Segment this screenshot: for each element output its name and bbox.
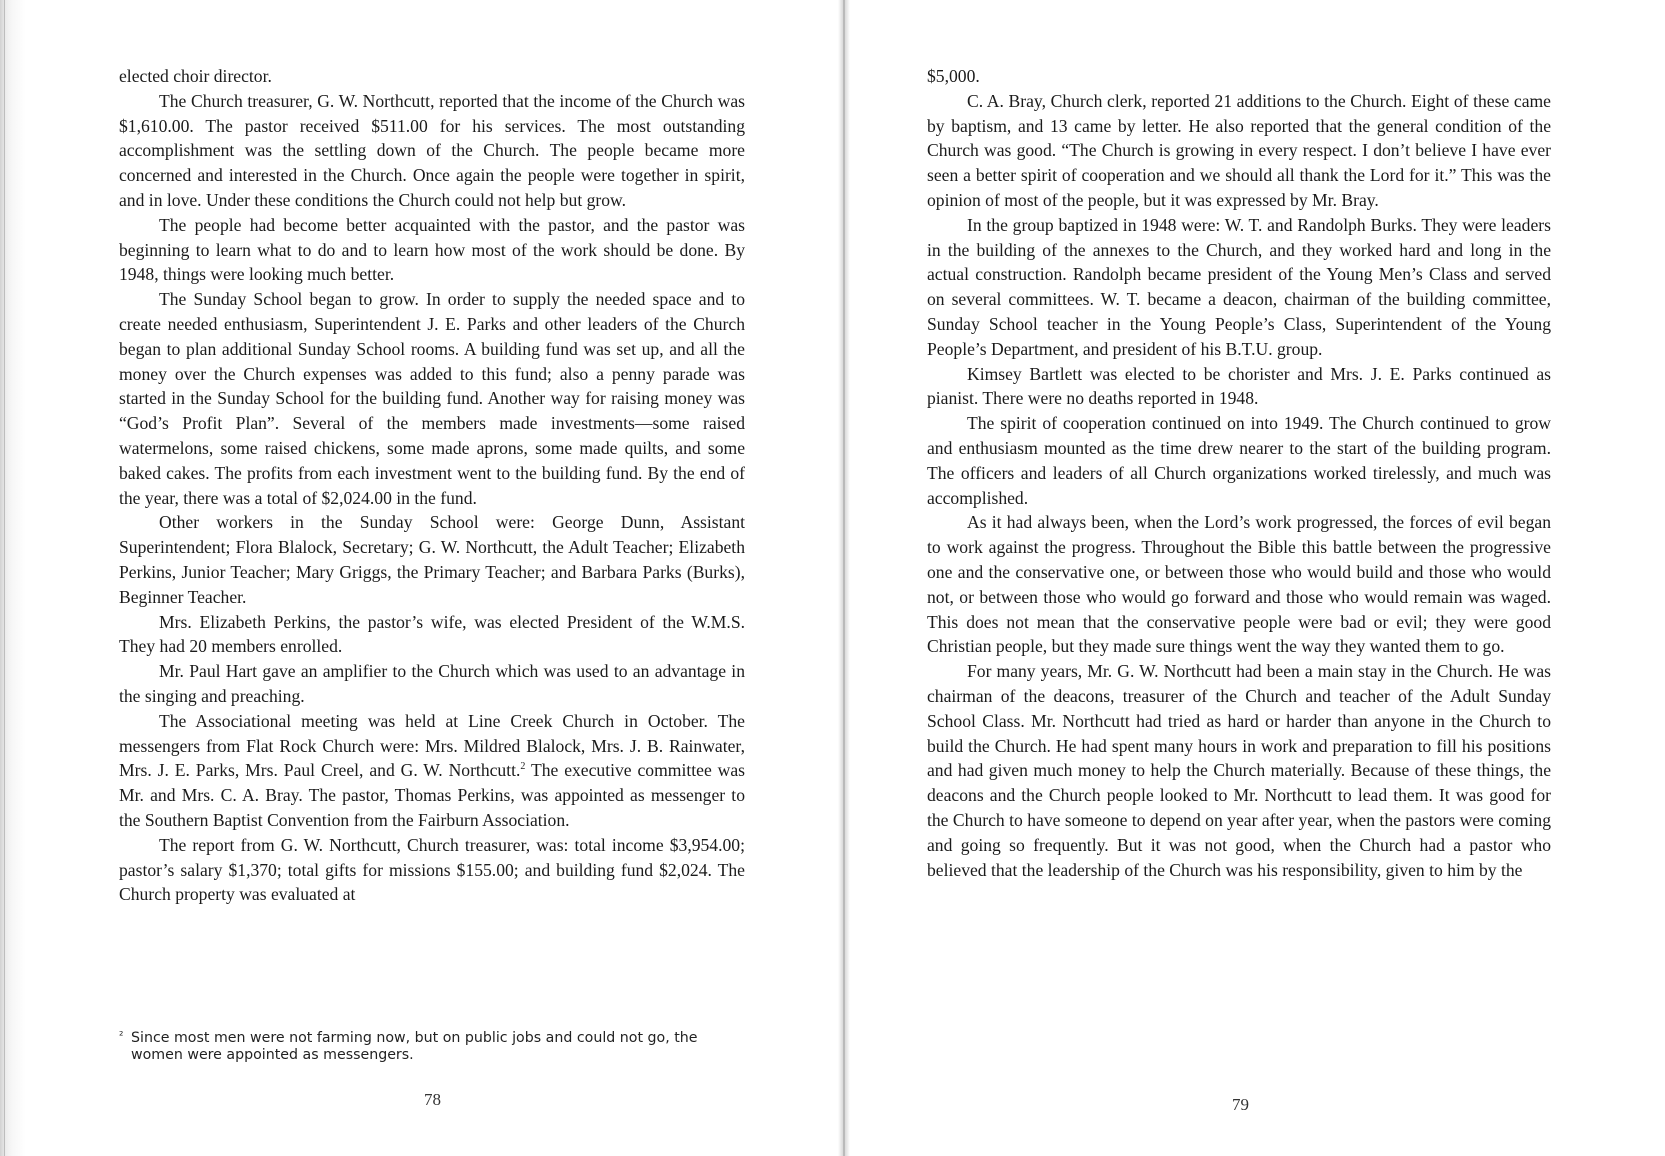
footnote-marker: ² [119,1029,124,1042]
right-page [843,0,1665,1156]
paragraph: $5,000. [927,66,980,86]
paragraph-with-footnote [119,709,745,833]
paragraph: Kimsey Bartlett was elected to be chorister and Mrs. J. E. Parks continued as pianist. There were no deaths reported in 1948. [927,363,1551,409]
paragraph: The people had become better acquainted with the pastor, and the pastor was beginning to learn what to do and to learn how most of the work should be done. By 1948, things were looking much better. [119,214,745,285]
paragraph: elected choir director. [119,66,272,86]
footnote [119,1030,745,1064]
paragraph: C. A. Bray, Church clerk, reported 21 additions to the Church. Eight of these came by baptism, and 13 came by letter. He also reported that the general condition of the Church was good. “The Church is growing in every respect. I don’t believe I have ever seen a better spirit of cooperation and we should all thank the Lord for it.” This was the opinion of most of the people, but it was expressed by Mr. Bray. [927,90,1551,210]
left-page-body [119,64,745,907]
paragraph: Mrs. Elizabeth Perkins, the pastor’s wife, was elected President of the W.M.S. They had 20 members enrolled. [119,611,745,657]
right-page-body [927,64,1551,882]
page-number: 78 [424,1090,441,1109]
footnote-reference: 2 [520,761,526,773]
paragraph: For many years, Mr. G. W. Northcutt had been a main stay in the Church. He was chairman of the deacons, treasurer of the Church and teacher of the Adult Sunday School Class. Mr. Northcutt had tried as hard or harder than anyone in the Church to build the Church. He had spent many hours in work and preparation to fill his positions and had given much money to help the Church materially. Because of these things, the deacons and the Church people looked to Mr. Northcutt to lead them. It was good for the Church to have someone to depend on year after year, when the pastors were coming and going so frequently. But it was not good, when the Church had a pastor who believed that the leadership of the Church was his responsibility, given to him by the [927,661,1551,880]
page-edge-line [4,0,5,1156]
paragraph-text: The Associational meeting was held at Line Creek Church in October. The messengers from Flat Rock Church were: Mrs. Mildred Blalock, Mrs. J. B. Rainwater, Mrs. J. E. Parks, Mrs. Paul Creel, and G. W. Northcutt. [119,710,745,781]
paragraph: In the group baptized in 1948 were: W. T. and Randolph Burks. They were leaders in the building of the annexes to the Church, and they worked hard and long in the actual construction. Randolph became president of the Young Men’s Class and served on several committees. W. T. became a deacon, chairman of the building committee, Sunday School teacher in the Young People’s Class, Superintendent of the Young People’s Department, and president of his B.T.U. group. [927,214,1551,359]
paragraph-text: The executive committee was Mr. and Mrs. C. A. Bray. The pastor, Thomas Perkins, was appointed as messenger to the Southern Baptist Convention from the Fairburn Association. [119,760,745,830]
paragraph: Other workers in the Sunday School were: George Dunn, Assistant Superintendent; Flora Blalock, Secretary; G. W. Northcutt, the Adult Teacher; Elizabeth Perkins, Junior Teacher; Mary Griggs, the Primary Teacher; and Barbara Parks (Burks), Beginner Teacher. [119,512,745,607]
paragraph: As it had always been, when the Lord’s work progressed, the forces of evil began to work against the progress. Throughout the Bible this battle between the progressive one and the conservative one, or between those who would build and those who would not, or between those who would go forward and those who would remain was waged. This does not mean that the conservative people were bad or evil; they were good Christian people, but they made sure things went the way they wanted them to go. [927,512,1551,657]
footnote-text: Since most men were not farming now, but on public jobs and could not go, the women were appointed as messengers. [131,1030,698,1063]
paragraph: The Church treasurer, G. W. Northcutt, reported that the income of the Church was $1,610.00. The pastor received $511.00 for his services. The most outstanding accomplishment was the settling down of the Church. The people became more concerned and interested in the Church. Once again the people were together in spirit, and in love. Under these conditions the Church could not help but grow. [119,90,745,210]
paragraph: The Sunday School began to grow. In order to supply the needed space and to create needed enthusiasm, Superintendent J. E. Parks and other leaders of the Church began to plan additional Sunday School rooms. A building fund was set up, and all the money over the Church expenses was added to this fund; also a penny parade was started in the Sunday School for the building fund. Another way for raising money was “God’s Profit Plan”. Several of the members made investments—some raised watermelons, some raised chickens, some made aprons, some made quilts, and some baked cakes. The profits from each investment went to the building fund. By the end of the year, there was a total of $2,024.00 in the fund. [119,289,745,508]
paragraph: The spirit of cooperation continued on into 1949. The Church continued to grow and enthusiasm mounted as the time drew nearer to the start of the building program. The officers and leaders of all Church organizations worked tirelessly, and much was accomplished. [927,413,1551,508]
paragraph: Mr. Paul Hart gave an amplifier to the Church which was used to an advantage in the singing and preaching. [119,661,745,706]
page-number: 79 [1232,1095,1249,1114]
paragraph: The report from G. W. Northcutt, Church treasurer, was: total income $3,954.00; pastor’s salary $1,370; total gifts for missions $155.00; and building fund $2,024. The Church property was evaluated at [119,834,745,905]
